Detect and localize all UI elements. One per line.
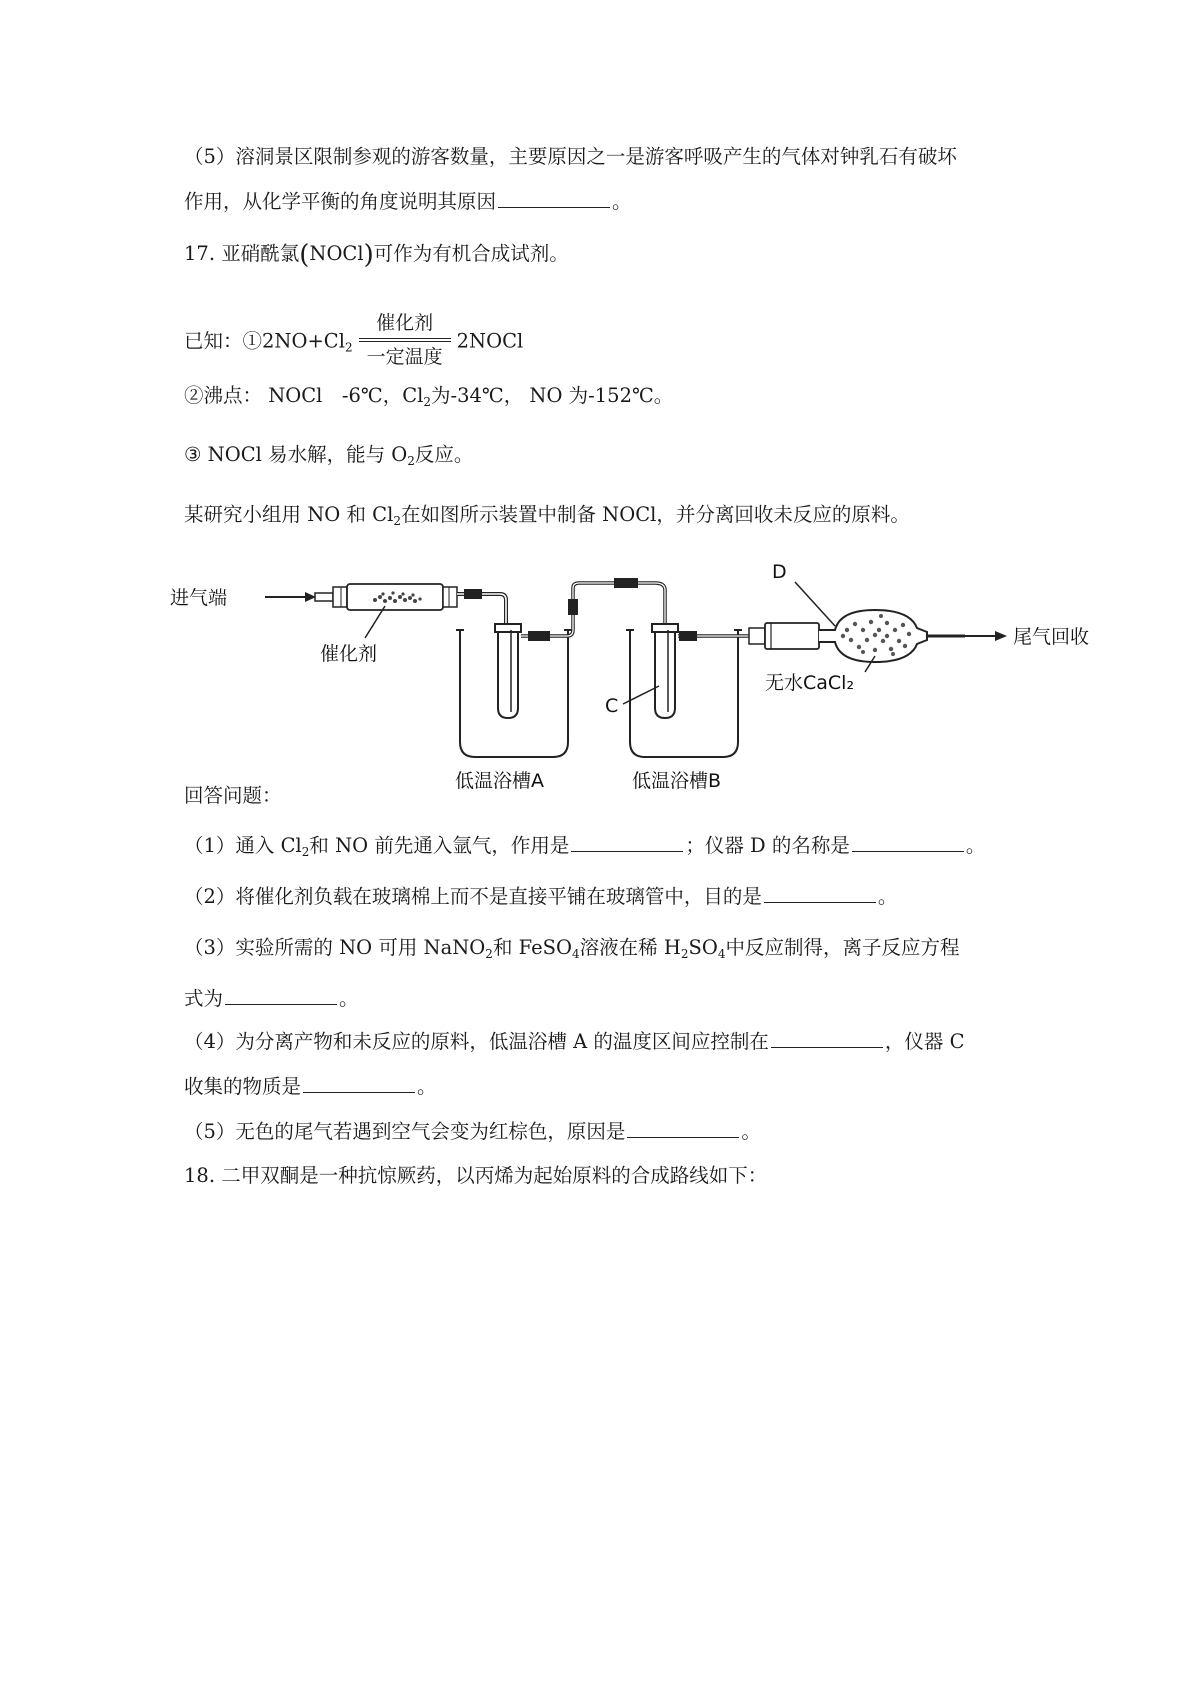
q17-part5: （5）无色的尾气若遇到空气会变为红棕色，原因是 。 [184, 1120, 761, 1143]
q17-part4-line2: 收集的物质是 。 [184, 1075, 437, 1098]
q16-part5-line2: 作用，从化学平衡的角度说明其原因 。 [184, 190, 632, 213]
answer-blank[interactable] [771, 1029, 883, 1048]
q17-intro: 17. 亚硝酰氯(NOCl)可作为有机合成试剂。 [184, 240, 569, 270]
q17-setup: 某研究小组用 NO 和 $Cl_2$在如图所示装置中制备 NOCl，并分离回收未反应的原料。 [184, 503, 910, 528]
bath-b-label: 低温浴槽B [632, 770, 722, 792]
bath-a-label: 低温浴槽A [455, 770, 544, 792]
catalyst-label: 催化剂 [320, 643, 378, 665]
answer-blank[interactable] [627, 1119, 739, 1138]
inlet-label: 进气端 [170, 587, 228, 609]
reaction-condition: $\frac{\text{催化剂}}{\text{一定温度}}$ [359, 310, 451, 370]
answer-blank[interactable] [852, 833, 964, 852]
bath-b [626, 624, 765, 757]
catalyst-tube [333, 584, 457, 610]
answer-blank[interactable] [764, 884, 876, 903]
answer-blank[interactable] [571, 833, 683, 852]
q17-part1: （1）通入 $Cl_2$和 NO 前先通入氩气，作用是 ；仪器 D 的名称是 。 [184, 834, 986, 859]
q17-part4-line1: （4）为分离产物和未反应的原料，低温浴槽 A 的温度区间应控制在 ，仪器 C [184, 1030, 965, 1053]
q17-part3-line2: 式为 。 [184, 987, 359, 1010]
answer-blank[interactable] [303, 1074, 415, 1093]
d-label: D [772, 561, 787, 583]
q18-intro: 18. 二甲双酮是一种抗惊厥药，以丙烯为起始原料的合成路线如下： [184, 1164, 768, 1187]
answer-prompt: 回答问题： [184, 784, 282, 807]
q17-boiling-points: ②沸点： NOCl -6℃，$Cl_2$为-34℃， NO 为-152℃。 [184, 384, 674, 409]
c-label: C [605, 695, 619, 717]
q16-part5-line1: （5）溶洞景区限制参观的游客数量，主要原因之一是游客呼吸产生的气体对钟乳石有破坏 [184, 145, 957, 168]
q17-part3-line1: （3）实验所需的 NO 可用 NaNO$_2$和 FeSO$_4$溶液在稀 $H_2SO_4$中反应制得，离子反应方程 [184, 936, 960, 961]
cacl2-label: 无水CaCl₂ [765, 672, 855, 694]
q17-part2: （2）将催化剂负载在玻璃棉上而不是直接平铺在玻璃管中，目的是 。 [184, 885, 898, 908]
answer-blank[interactable] [225, 986, 337, 1005]
outlet-label: 尾气回收 [1013, 626, 1090, 648]
apparatus-diagram [170, 561, 1090, 792]
q17-fact3: ③ NOCl 易水解，能与 $O_2$反应。 [184, 443, 474, 468]
answer-blank[interactable] [498, 189, 610, 208]
q17-known-reaction: 已知：$①2NO+Cl_2$ $\frac{\text{催化剂}}{\text{一定温度}}$ 2NOCl [184, 312, 524, 368]
drying-tube-d [749, 610, 965, 662]
bath-a [456, 579, 655, 757]
